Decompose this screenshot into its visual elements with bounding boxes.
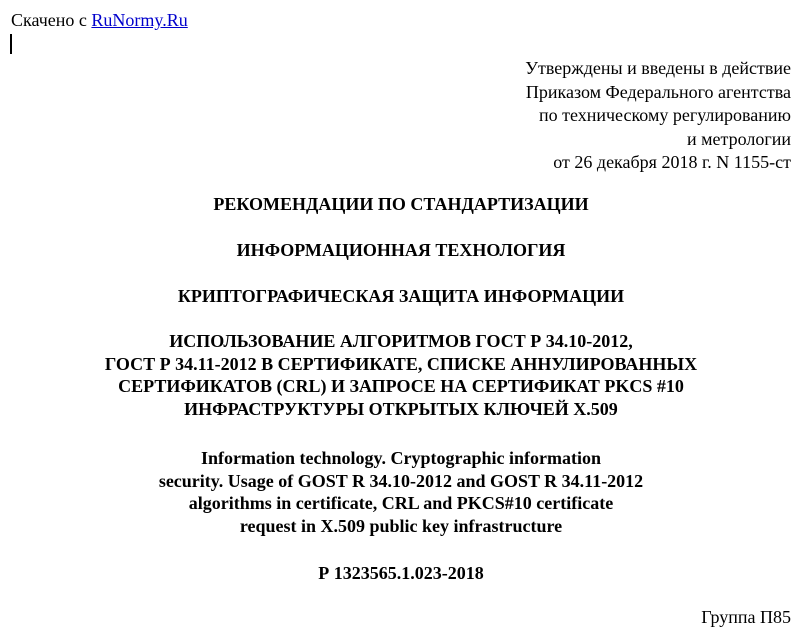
info-tech-title: ИНФОРМАЦИОННАЯ ТЕХНОЛОГИЯ: [236, 240, 566, 260]
english-title-line: algorithms in certificate, CRL and PKCS#10 certificate: [188, 493, 614, 513]
approval-line: по техническому регулированию: [538, 105, 791, 125]
crypto-heading: [0, 285, 802, 308]
download-source-line: [11, 9, 188, 31]
recommendations-heading: [0, 193, 802, 216]
english-title-block: [0, 447, 802, 537]
approval-line: и метрологии: [687, 128, 791, 149]
doc-number-block: [0, 562, 802, 585]
approval-block: [525, 57, 791, 175]
crypto-title: КРИПТОГРАФИЧЕСКАЯ ЗАЩИТА ИНФОРМАЦИИ: [177, 286, 625, 306]
download-source-prefix: Скачено с: [11, 10, 87, 30]
runormy-link[interactable]: RuNormy.Ru: [91, 10, 188, 30]
usage-title-line: ИСПОЛЬЗОВАНИЕ АЛГОРИТМОВ ГОСТ Р 34.10-2012,: [169, 331, 633, 351]
english-title-line: security. Usage of GOST R 34.10-2012 and GOST R 34.11-2012: [158, 470, 644, 491]
recommendations-title: РЕКОМЕНДАЦИИ ПО СТАНДАРТИЗАЦИИ: [213, 194, 589, 214]
group-code: Группа П85: [701, 607, 791, 627]
doc-number: Р 1323565.1.023-2018: [318, 563, 484, 583]
usage-title-line: СЕРТИФИКАТОВ (CRL) И ЗАПРОСЕ НА СЕРТИФИКАТ PKCS #10: [118, 376, 684, 396]
usage-title-line: ИНФРАСТРУКТУРЫ ОТКРЫТЫХ КЛЮЧЕЙ X.509: [184, 398, 618, 419]
text-cursor: [10, 34, 12, 54]
english-title-line: request in X.509 public key infrastructure: [239, 515, 563, 536]
approval-line: от 26 декабря 2018 г. N 1155-ст: [553, 152, 791, 172]
english-title-line: Information technology. Cryptographic information: [201, 448, 601, 468]
approval-line: Приказом Федерального агентства: [525, 81, 791, 102]
usage-title-line: ГОСТ Р 34.11-2012 В СЕРТИФИКАТЕ, СПИСКЕ АННУЛИРОВАННЫХ: [104, 353, 698, 374]
usage-title-block: [0, 330, 802, 420]
info-tech-heading: [0, 239, 802, 262]
approval-line: Утверждены и введены в действие: [525, 58, 791, 78]
